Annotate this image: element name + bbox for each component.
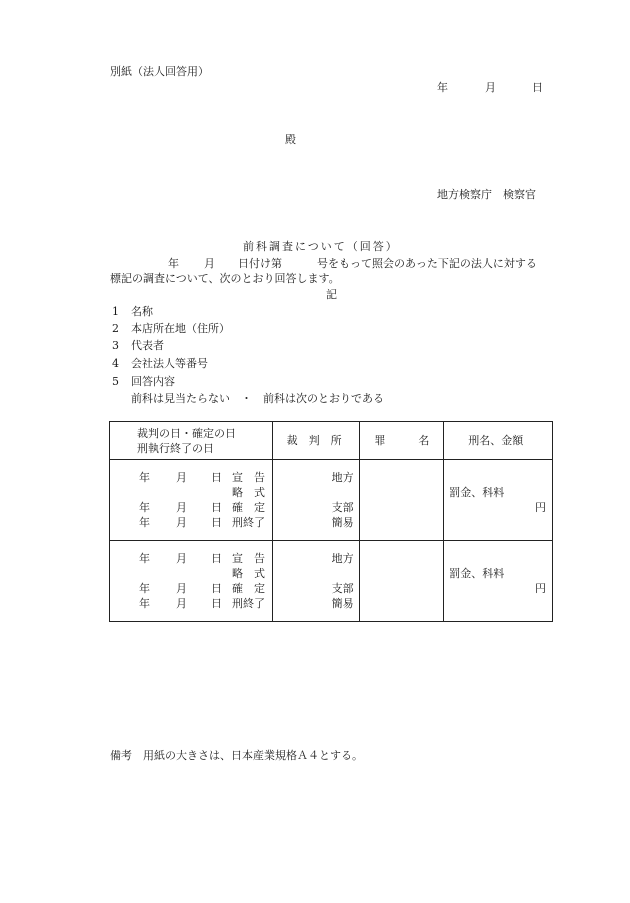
item-label: 代表者 — [131, 339, 164, 352]
penalty-type: 罰金、科料 — [449, 486, 505, 499]
addressee-suffix: 殿 — [285, 133, 296, 146]
court-district: 地方 — [331, 552, 354, 565]
intro-line-2: 標記の調査について、次のとおり回答します。 — [110, 272, 340, 285]
table-header-row — [110, 422, 553, 460]
date-year: 年 — [437, 81, 448, 94]
header-date-line1: 裁判の日・確定の日 — [137, 427, 236, 440]
item-label: 回答内容 — [131, 375, 175, 388]
intro-month: 月 — [204, 257, 215, 270]
row-crime-cell — [360, 541, 444, 622]
row-court-cell — [272, 541, 360, 622]
item-number: 1 — [112, 305, 119, 318]
court-branch: 支部 — [331, 582, 354, 595]
row-kind-end: 刑終了 — [232, 516, 265, 529]
row-year: 年 — [139, 552, 150, 565]
row-month: 月 — [176, 501, 187, 514]
date-month: 月 — [485, 81, 496, 94]
row-year: 年 — [139, 471, 150, 484]
intro-date-ref: 日付け第 — [238, 257, 282, 270]
row-day: 日 — [211, 471, 222, 484]
row-date-cell — [110, 541, 273, 622]
row-month: 月 — [176, 582, 187, 595]
court-branch: 支部 — [331, 501, 354, 514]
row-year: 年 — [139, 501, 150, 514]
sender: 地方検察庁 検察官 — [437, 188, 536, 201]
header-crime-label: 罪 名 — [374, 434, 430, 447]
row-month: 月 — [176, 471, 187, 484]
row-crime-cell — [360, 460, 444, 541]
penalty-unit: 円 — [535, 501, 546, 514]
header-date-line2: 刑執行終了の日 — [137, 442, 214, 455]
header-court-label: 裁 判 所 — [286, 434, 342, 447]
row-kind-final: 確 定 — [232, 582, 265, 595]
footnote: 備考 用紙の大きさは、日本産業規格Ａ４とする。 — [110, 749, 363, 762]
document-title: 前科調査について（回答） — [243, 240, 399, 253]
row-month: 月 — [176, 552, 187, 565]
penalty-unit: 円 — [535, 582, 546, 595]
row-month: 月 — [176, 597, 187, 610]
row-kind-sentence: 宣 告 — [232, 471, 265, 484]
attachment-label: 別紙（法人回答用） — [110, 65, 209, 78]
answer-options: 前科は見当たらない ・ 前科は次のとおりである — [131, 392, 384, 405]
court-summary: 簡易 — [331, 516, 354, 529]
item-number: 2 — [112, 322, 119, 335]
header-date — [110, 422, 273, 460]
row-year: 年 — [139, 516, 150, 529]
ki-marker: 記 — [326, 288, 337, 301]
row-day: 日 — [211, 597, 222, 610]
court-district: 地方 — [331, 471, 354, 484]
row-penalty-cell — [444, 541, 553, 622]
criminal-record-table — [109, 421, 553, 622]
row-day: 日 — [211, 516, 222, 529]
court-summary: 簡易 — [331, 597, 354, 610]
item-label: 会社法人等番号 — [131, 357, 208, 370]
intro-number-suffix: 号をもって照会のあった下記の法人に対する — [317, 257, 537, 270]
row-day: 日 — [211, 501, 222, 514]
row-kind-end: 刑終了 — [232, 597, 265, 610]
header-crime — [360, 422, 444, 460]
header-penalty-label: 刑名、金額 — [468, 434, 524, 447]
row-kind-final: 確 定 — [232, 501, 265, 514]
table-row — [110, 460, 553, 541]
header-court — [272, 422, 360, 460]
item-label: 本店所在地（住所） — [131, 322, 230, 335]
row-kind-sentence: 宣 告 — [232, 552, 265, 565]
date-day: 日 — [532, 81, 543, 94]
row-year: 年 — [139, 597, 150, 610]
header-penalty — [444, 422, 553, 460]
row-day: 日 — [211, 552, 222, 565]
row-date-cell — [110, 460, 273, 541]
item-number: 4 — [112, 357, 119, 370]
row-penalty-cell — [444, 460, 553, 541]
penalty-type: 罰金、科料 — [449, 567, 505, 580]
row-day: 日 — [211, 582, 222, 595]
item-number: 3 — [112, 339, 119, 352]
item-number: 5 — [112, 375, 119, 388]
item-label: 名称 — [131, 305, 153, 318]
row-month: 月 — [176, 516, 187, 529]
row-court-cell — [272, 460, 360, 541]
intro-year: 年 — [168, 257, 179, 270]
row-kind-summary: 略 式 — [232, 486, 265, 499]
row-kind-summary: 略 式 — [232, 567, 265, 580]
table-row — [110, 541, 553, 622]
row-year: 年 — [139, 582, 150, 595]
